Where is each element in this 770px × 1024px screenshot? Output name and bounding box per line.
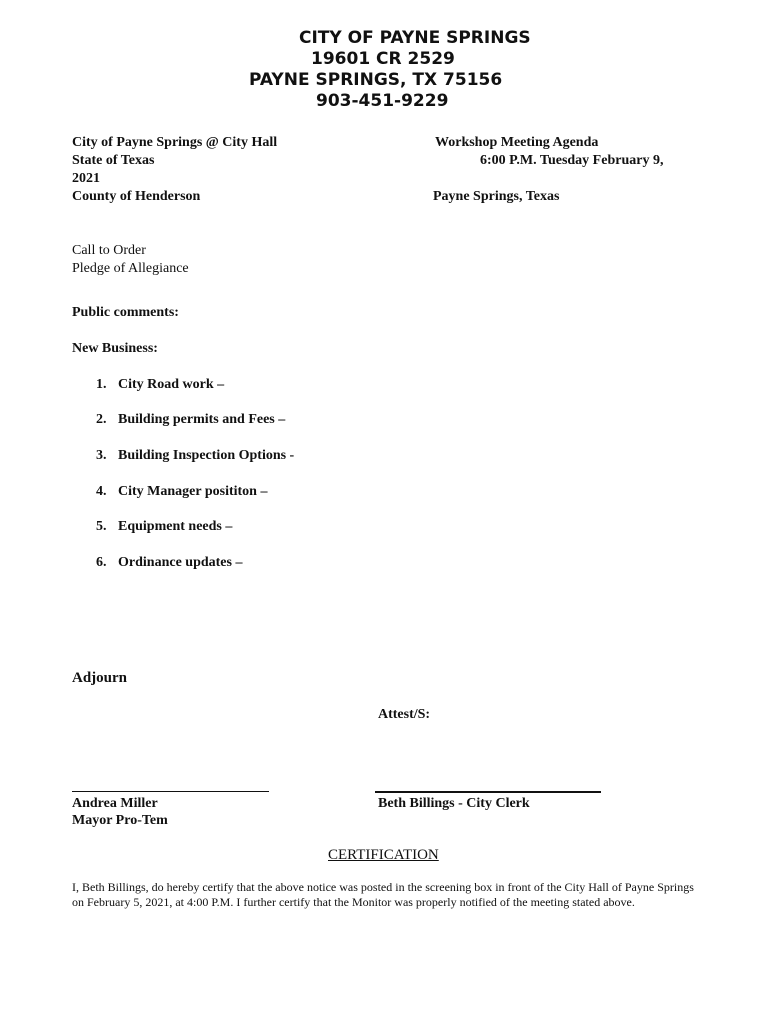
list-item: [96, 411, 285, 429]
signature-line-clerk: [375, 791, 601, 793]
list-item-number: 5.: [96, 519, 107, 534]
certification-body: I, Beth Billings, do hereby certify that the above notice was posted in the screening box in front of the City Hall of Payne Springs on February 5, 2021, at 4:00 P.M. I further certify that the Monitor was properly notified of the meeting stated above.: [72, 880, 694, 909]
list-item-text: City Road work –: [118, 377, 225, 392]
attest-label: Attest/S:: [378, 707, 431, 722]
list-item: [96, 554, 242, 572]
pledge-of-allegiance: Pledge of Allegiance: [72, 261, 189, 276]
list-item-number: 1.: [96, 377, 107, 392]
mayor-name: Andrea Miller: [72, 796, 158, 811]
state-line: State of Texas: [72, 153, 155, 168]
list-item-text: Building permits and Fees –: [118, 412, 286, 427]
list-item-number: 3.: [96, 448, 107, 463]
city-name-heading: CITY OF PAYNE SPRINGS: [299, 28, 531, 48]
list-item: [96, 376, 224, 394]
meeting-type: Workshop Meeting Agenda: [435, 135, 599, 150]
year-line: 2021: [72, 171, 100, 186]
list-item-text: City Manager posititon –: [118, 484, 268, 499]
clerk-name-title: Beth Billings - City Clerk: [378, 796, 530, 811]
address-line: 19601 CR 2529: [311, 49, 455, 69]
list-item-text: Ordinance updates –: [118, 555, 243, 570]
list-item-text: Building Inspection Options -: [118, 448, 295, 463]
city-state-zip-line: PAYNE SPRINGS, TX 75156: [249, 70, 503, 90]
signature-line-mayor: [72, 791, 269, 792]
adjourn-label: Adjourn: [72, 670, 128, 686]
list-item-number: 2.: [96, 412, 107, 427]
meeting-location: Payne Springs, Texas: [433, 189, 560, 204]
list-item: [96, 518, 232, 536]
county-line: County of Henderson: [72, 189, 201, 204]
meeting-time-date: 6:00 P.M. Tuesday February 9,: [480, 153, 664, 168]
certification-title: CERTIFICATION: [328, 847, 439, 863]
public-comments-heading: Public comments:: [72, 305, 179, 320]
new-business-heading: New Business:: [72, 341, 158, 356]
list-item: [96, 447, 294, 465]
phone-number-line: 903-451-9229: [316, 91, 449, 111]
list-item: [96, 483, 267, 501]
call-to-order: Call to Order: [72, 243, 146, 258]
location-line: City of Payne Springs @ City Hall: [72, 135, 278, 150]
mayor-title: Mayor Pro-Tem: [72, 813, 168, 828]
list-item-number: 4.: [96, 484, 107, 499]
list-item-number: 6.: [96, 555, 107, 570]
list-item-text: Equipment needs –: [118, 519, 233, 534]
